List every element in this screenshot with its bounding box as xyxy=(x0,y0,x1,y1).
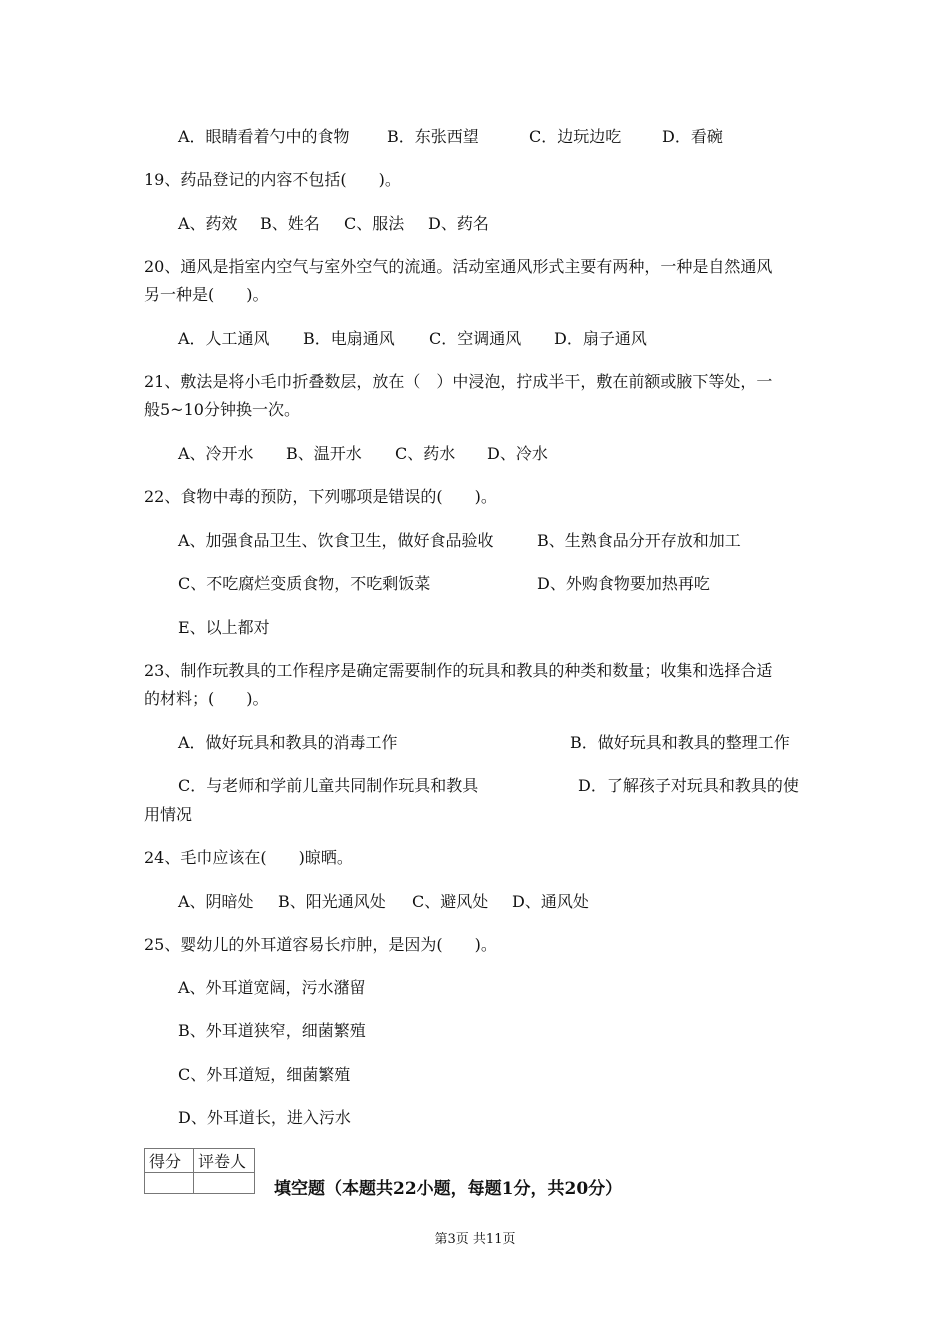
q24-option-d: D、通风处 xyxy=(512,892,589,911)
q18-option-d: D．看碗 xyxy=(662,127,723,146)
score-box xyxy=(144,1148,255,1194)
q18-option-a: A．眼睛看着勺中的食物 xyxy=(178,127,350,146)
q21-option-d: D、冷水 xyxy=(487,444,548,463)
q22-stem: 22、食物中毒的预防，下列哪项是错误的( )。 xyxy=(144,487,497,506)
q24-option-a: A、阴暗处 xyxy=(178,892,254,911)
q22-option-e: E、以上都对 xyxy=(178,618,270,637)
q20-option-d: D．扇子通风 xyxy=(554,329,647,348)
q25-stem: 25、婴幼儿的外耳道容易长疖肿，是因为( )。 xyxy=(144,935,497,954)
q19-option-c: C、服法 xyxy=(344,214,405,233)
q24-option-c: C、避风处 xyxy=(412,892,489,911)
q25-option-a: A、外耳道宽阔，污水潴留 xyxy=(178,978,366,997)
q18-option-b: B．东张西望 xyxy=(387,127,479,146)
grader-header: 评卷人 xyxy=(194,1149,255,1173)
q23-option-c: C．与老师和学前儿童共同制作玩具和教具 xyxy=(178,776,479,795)
q19-option-d: D、药名 xyxy=(428,214,489,233)
q19-option-b: B、姓名 xyxy=(260,214,320,233)
q23-option-a: A．做好玩具和教具的消毒工作 xyxy=(178,733,398,752)
q21-option-b: B、温开水 xyxy=(286,444,362,463)
q20-stem-line1: 20、通风是指室内空气与室外空气的流通。活动室通风形式主要有两种，一种是自然通风 xyxy=(144,257,773,276)
q24-option-b: B、阳光通风处 xyxy=(278,892,386,911)
q23-option-d-continued: 用情况 xyxy=(144,805,193,824)
grader-cell xyxy=(194,1173,255,1194)
q25-option-d: D、外耳道长，进入污水 xyxy=(178,1108,351,1127)
q20-stem-line2: 另一种是( )。 xyxy=(144,285,269,304)
q20-option-a: A．人工通风 xyxy=(178,329,270,348)
q22-option-a: A、加强食品卫生、饮食卫生，做好食品验收 xyxy=(178,531,494,550)
q21-option-a: A、冷开水 xyxy=(178,444,254,463)
q23-stem-line2: 的材料；( )。 xyxy=(144,689,269,708)
q24-stem: 24、毛巾应该在( )晾晒。 xyxy=(144,848,353,867)
section-title: 填空题（本题共22小题，每题1分，共20分） xyxy=(274,1179,623,1199)
q22-option-b: B、生熟食品分开存放和加工 xyxy=(537,531,741,550)
q19-stem: 19、药品登记的内容不包括( )。 xyxy=(144,170,401,189)
q23-option-d: D．了解孩子对玩具和教具的使 xyxy=(578,776,799,795)
q18-option-c: C．边玩边吃 xyxy=(529,127,622,146)
q20-option-c: C．空调通风 xyxy=(429,329,522,348)
q20-option-b: B．电扇通风 xyxy=(303,329,395,348)
q21-option-c: C、药水 xyxy=(395,444,456,463)
q19-option-a: A、药效 xyxy=(178,214,238,233)
page-footer: 第3页 共11页 xyxy=(434,1232,516,1247)
score-header: 得分 xyxy=(145,1149,194,1173)
score-cell xyxy=(145,1173,194,1194)
q23-stem-line1: 23、制作玩教具的工作程序是确定需要制作的玩具和教具的种类和数量；收集和选择合适 xyxy=(144,661,773,680)
q25-option-c: C、外耳道短，细菌繁殖 xyxy=(178,1065,351,1084)
q21-stem-line2: 般5~10分钟换一次。 xyxy=(144,400,300,419)
q22-option-d: D、外购食物要加热再吃 xyxy=(537,574,710,593)
q25-option-b: B、外耳道狭窄，细菌繁殖 xyxy=(178,1021,366,1040)
q21-stem-line1: 21、敷法是将小毛巾折叠数层，放在（ ）中浸泡，拧成半干，敷在前额或腋下等处，一 xyxy=(144,372,773,391)
q23-option-b: B．做好玩具和教具的整理工作 xyxy=(570,733,790,752)
q22-option-c: C、不吃腐烂变质食物，不吃剩饭菜 xyxy=(178,574,431,593)
